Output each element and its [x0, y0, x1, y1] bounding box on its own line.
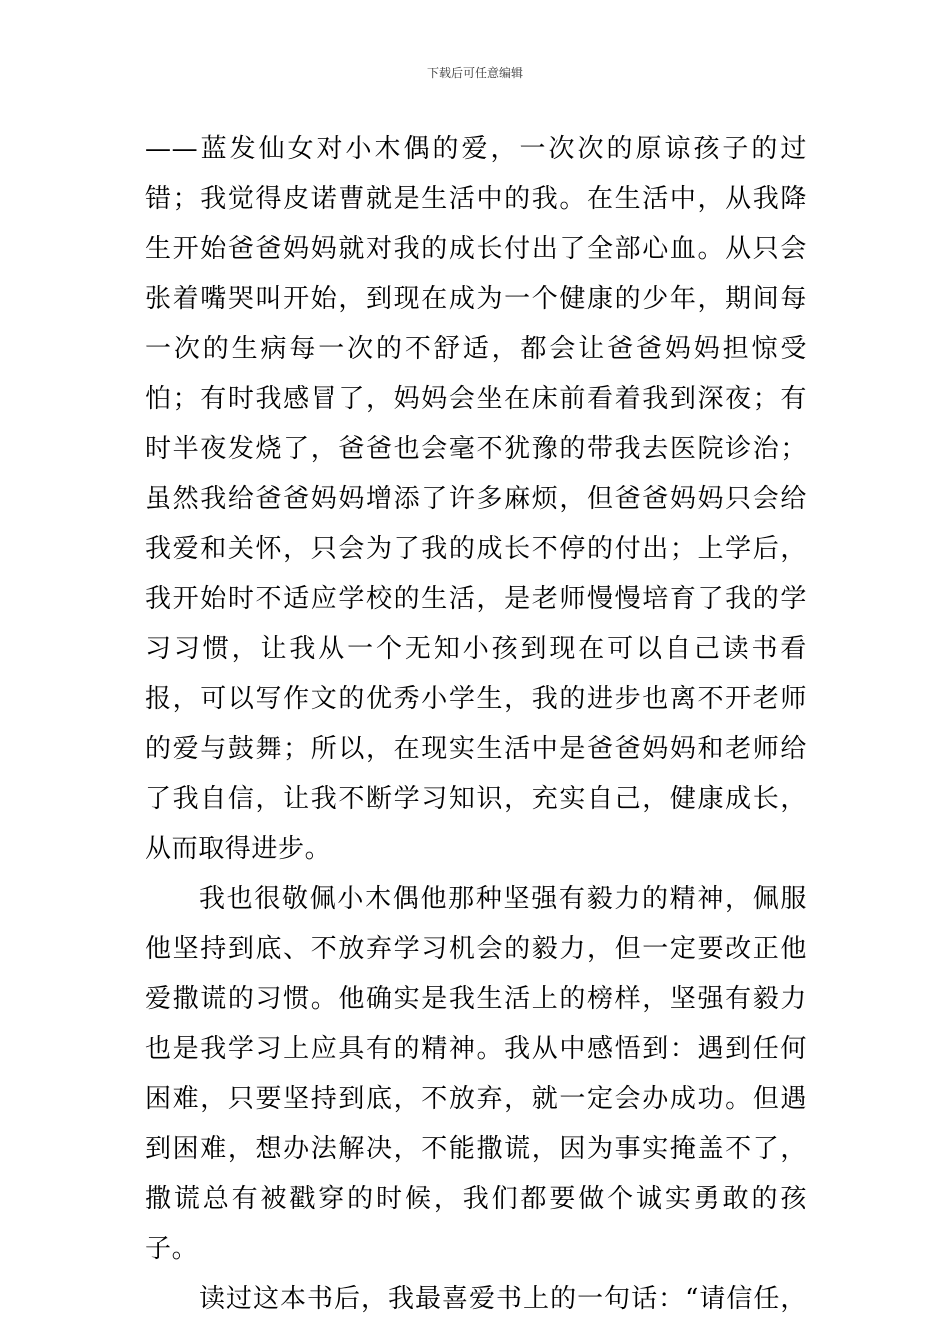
text-line: 谎的习惯。他确实是我生活上的榜样，坚强有毅力也是我	[145, 984, 808, 1064]
text-line: 叫开始，到现在成为一个健康的少年，期间每一次的生病	[145, 284, 807, 364]
text-line: 爸爸妈妈就对我的成长付出了全部心血。从只会张着嘴哭	[145, 234, 807, 314]
paragraph-favorite-quote	[145, 1274, 807, 1324]
text-line: 活，是老师慢慢培育了我的学习习惯，让我从一个无知小	[145, 584, 807, 664]
text-line: 学习上应具有的精神。我从中感悟到：遇到任何困难，只	[145, 1034, 807, 1114]
paragraph-perseverance	[145, 874, 807, 1274]
text-line: 读过这本书后，我最喜爱书上的一句话：“请信任，	[199, 1284, 807, 1314]
text-line: 我也很敬佩小木偶他那种坚强有毅力的精神，佩服他	[145, 884, 807, 964]
text-line: 每一次的不舒适，都会让爸爸妈妈担惊受怕；有时我感冒	[145, 334, 807, 414]
text-line: 自己，健康成长，从而取得进步。	[145, 784, 807, 864]
text-line: 我的成长不停的付出；上学后，我开始时不适应学校的生	[145, 534, 807, 614]
text-line: 坚持到底、不放弃学习机会的毅力，但一定要改正他爱撒	[145, 934, 807, 1014]
text-line: ——蓝发仙女对小木偶的爱，一次次的原谅孩子的过错；	[145, 134, 807, 214]
text-line: 添了许多麻烦，但爸爸妈妈只会给我爱和关怀，只会为了	[145, 484, 807, 564]
text-line: 孩到现在可以自己读书看报，可以写作文的优秀小学生，	[145, 634, 807, 714]
text-line: 我觉得皮诺曹就是生活中的我。在生活中，从我降生开始	[145, 184, 808, 264]
text-line: 穿的时候，我们都要做个诚实勇敢的孩子。	[145, 1184, 807, 1264]
text-line: 要坚持到底，不放弃，就一定会办成功。但遇到困难，想	[145, 1084, 807, 1164]
text-line: 爸也会毫不犹豫的带我去医院诊治；虽然我给爸爸妈妈增	[145, 434, 807, 514]
page-header: 下载后可任意编辑	[426, 66, 523, 80]
document-body	[145, 124, 807, 1324]
text-line: 办法解决，不能撒谎，因为事实掩盖不了，撒谎总有被戳	[145, 1134, 807, 1214]
paragraph-parents-teachers	[145, 124, 807, 874]
text-line: 了，妈妈会坐在床前看着我到深夜；有时半夜发烧了，爸	[145, 384, 808, 464]
text-line: 是爸爸妈妈和老师给了我自信，让我不断学习知识，充实	[145, 734, 807, 814]
text-line: 我的进步也离不开老师的爱与鼓舞；所以，在现实生活中	[145, 684, 807, 764]
